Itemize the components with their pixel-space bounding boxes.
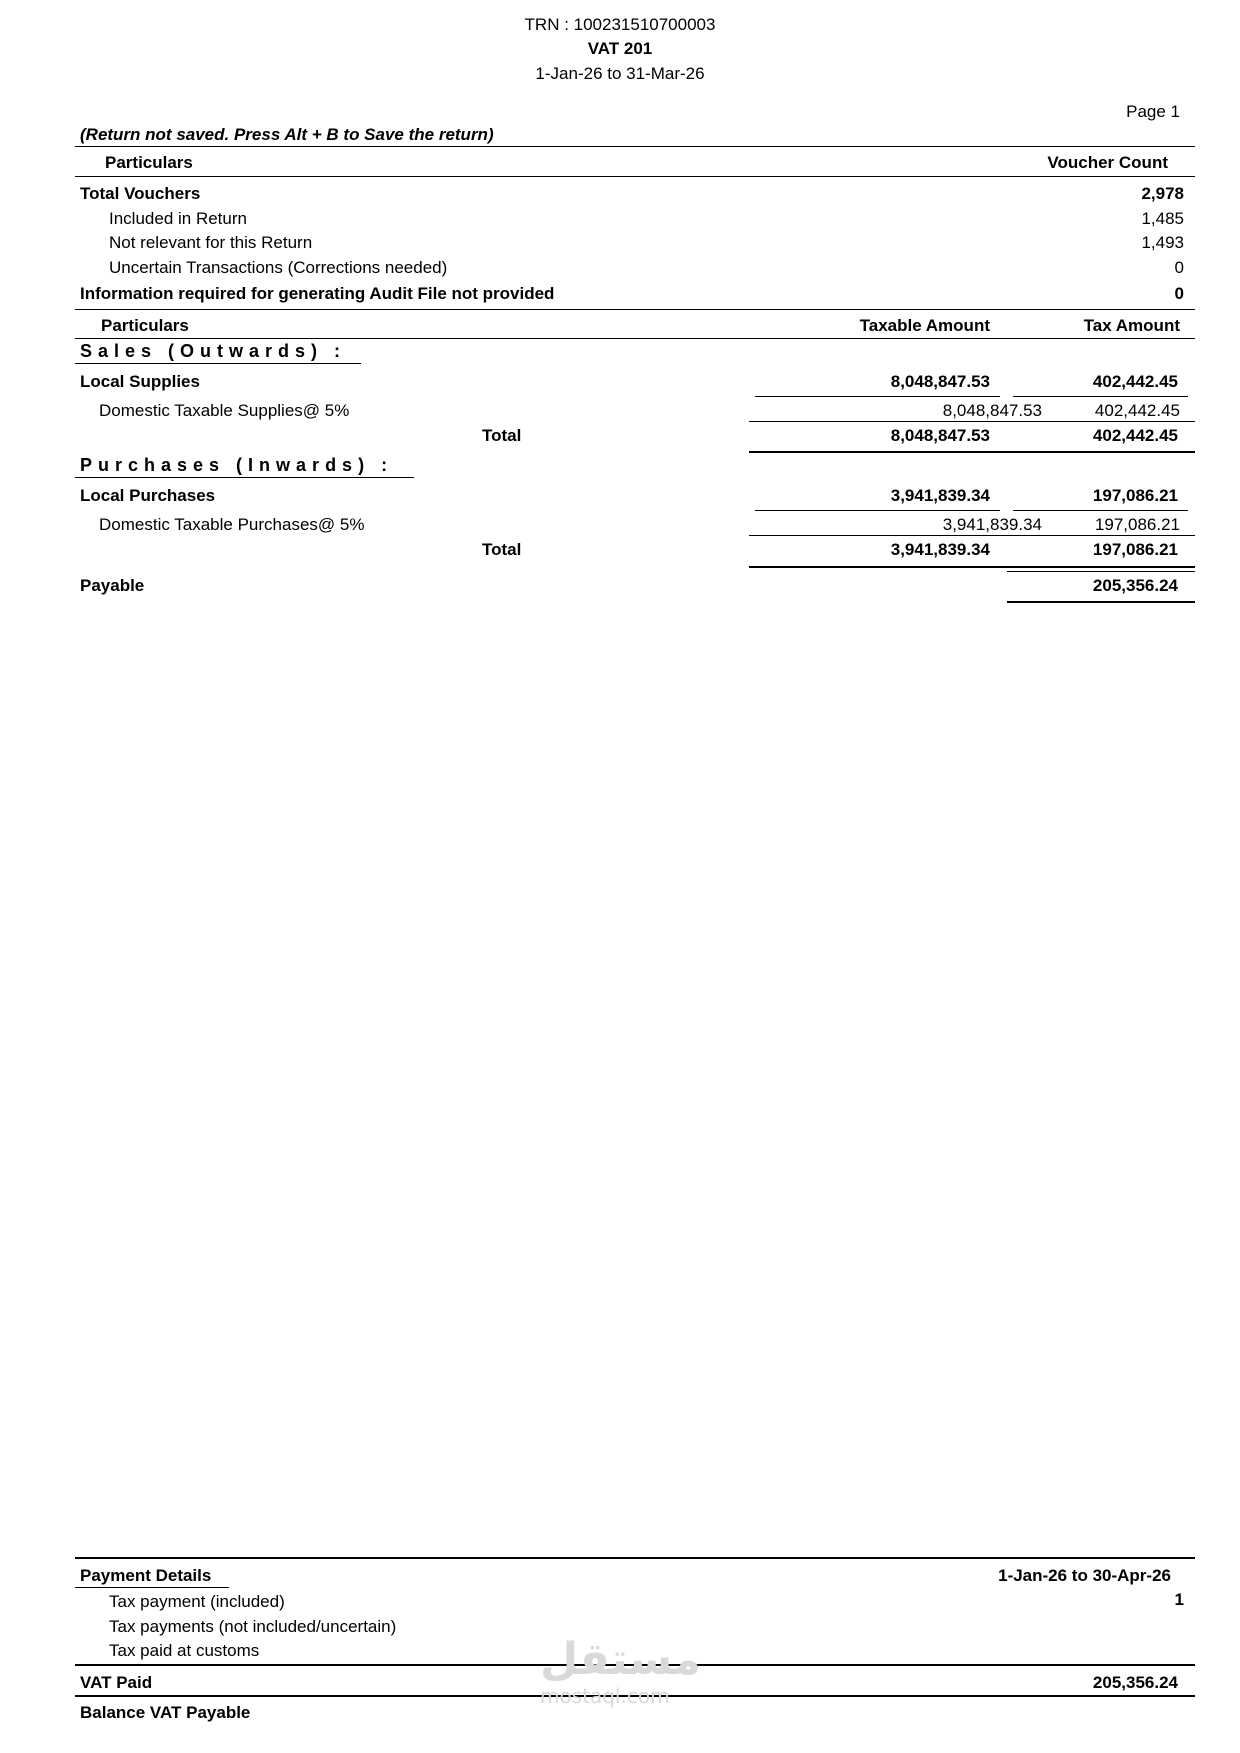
list-item-value: 0 (1174, 258, 1184, 277)
purchases-total-label: Total (482, 540, 522, 559)
col-taxable-amount: Taxable Amount (859, 316, 990, 335)
audit-info-label: Information required for generating Audit File not provided (80, 284, 555, 303)
audit-info-value: 0 (1174, 284, 1184, 303)
report-title: VAT 201 (587, 39, 653, 58)
total-vouchers-label: Total Vouchers (80, 184, 201, 203)
payable-top-line (1007, 571, 1195, 572)
local-supplies-label: Local Supplies (80, 372, 200, 391)
divider (75, 309, 1195, 310)
subtotal-line (749, 535, 1195, 536)
local-purchases-label: Local Purchases (80, 486, 216, 505)
payable-bottom-line (1007, 601, 1195, 603)
balance-vat-payable-label: Balance VAT Payable (80, 1703, 251, 1722)
vat-paid-label: VAT Paid (80, 1673, 153, 1692)
local-purchases-taxable: 3,941,839.34 (890, 486, 990, 505)
domestic-purchases-taxable: 3,941,839.34 (942, 515, 1042, 534)
subtotal-line (1013, 510, 1188, 511)
purchases-total-taxable: 3,941,839.34 (890, 540, 990, 559)
list-item-label: Not relevant for this Return (109, 233, 313, 252)
subtotal-line (749, 421, 1195, 422)
divider (75, 338, 1195, 339)
heading-underline (75, 477, 414, 478)
page-number: Page 1 (1126, 102, 1180, 121)
list-item-value: 1 (1174, 1590, 1184, 1609)
subtotal-line (1013, 396, 1188, 397)
sales-total-tax: 402,442.45 (1092, 426, 1178, 445)
col-voucher-count: Voucher Count (1047, 153, 1168, 172)
list-item-value: 1,485 (1141, 209, 1184, 228)
list-item-label: Tax payments (not included/uncertain) (109, 1617, 397, 1636)
heading-underline (75, 363, 361, 364)
list-item-label: Included in Return (109, 209, 247, 228)
watermark-logo: مستقل (540, 1634, 701, 1685)
list-item-label: Tax paid at customs (109, 1641, 260, 1660)
list-item-value: 1,493 (1141, 233, 1184, 252)
col-particulars: Particulars (105, 153, 193, 172)
payment-details-heading: Payment Details (80, 1566, 212, 1585)
col-tax-amount: Tax Amount (1083, 316, 1180, 335)
subtotal-line (755, 510, 1000, 511)
report-period: 1-Jan-26 to 31-Mar-26 (535, 64, 705, 83)
payable-label: Payable (80, 576, 145, 595)
domestic-supplies-tax: 402,442.45 (1094, 401, 1180, 420)
domestic-supplies-label: Domestic Taxable Supplies@ 5% (99, 401, 350, 420)
divider (75, 1557, 1195, 1559)
vat-paid-value: 205,356.24 (1092, 1673, 1178, 1692)
divider (75, 176, 1195, 177)
local-purchases-tax: 197,086.21 (1092, 486, 1178, 505)
sales-total-taxable: 8,048,847.53 (890, 426, 990, 445)
sales-heading: Sales (Outwards) : (80, 341, 347, 361)
unsaved-notice: (Return not saved. Press Alt + B to Save the return) (80, 125, 494, 144)
domestic-purchases-tax: 197,086.21 (1094, 515, 1180, 534)
total-vouchers-value: 2,978 (1141, 184, 1184, 203)
local-supplies-tax: 402,442.45 (1092, 372, 1178, 391)
list-item-label: Tax payment (included) (109, 1592, 285, 1611)
purchases-total-tax: 197,086.21 (1092, 540, 1178, 559)
local-supplies-taxable: 8,048,847.53 (890, 372, 990, 391)
heading-underline (75, 1587, 229, 1588)
subtotal-line (755, 396, 1000, 397)
payable-value: 205,356.24 (1092, 576, 1178, 595)
watermark-url: mostaql.com (540, 1684, 670, 1708)
domestic-purchases-label: Domestic Taxable Purchases@ 5% (99, 515, 365, 534)
total-line (749, 451, 1195, 453)
total-line (749, 566, 1195, 568)
purchases-heading: Purchases (Inwards) : (80, 455, 394, 475)
domestic-supplies-taxable: 8,048,847.53 (942, 401, 1042, 420)
trn-number: TRN : 100231510700003 (524, 15, 716, 34)
col-particulars: Particulars (101, 316, 189, 335)
payment-period: 1-Jan-26 to 30-Apr-26 (998, 1566, 1171, 1585)
list-item-label: Uncertain Transactions (Corrections needed) (109, 258, 448, 277)
divider (75, 146, 1195, 147)
sales-total-label: Total (482, 426, 522, 445)
